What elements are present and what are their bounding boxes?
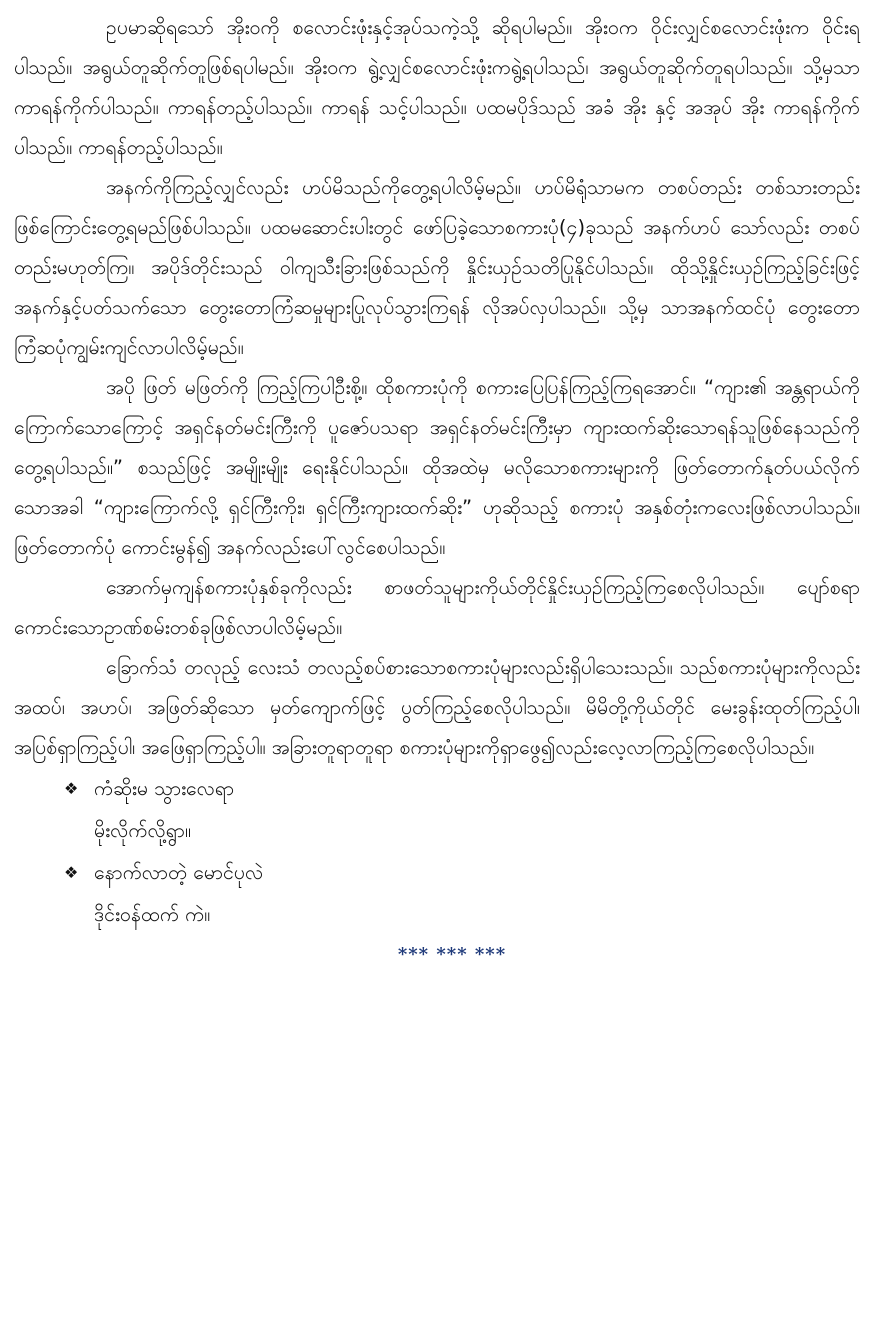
verse-2-line-2: ဒိုင်းဝန်ထက် ကဲ။ (94, 903, 211, 926)
diamond-bullet-icon: ❖ (64, 779, 79, 798)
document-page (14, 8, 860, 965)
verse-2-text-1: နောက်လာတဲ့ မောင်ပုလဲ (94, 861, 264, 884)
section-separator: *** *** *** (397, 944, 507, 965)
diamond-bullet-icon: ❖ (64, 863, 79, 882)
verse-1-line-2: မိုးလိုက်လို့ရွာ။ (94, 819, 191, 842)
paragraph-1: ဥပမာဆိုရသော် အိုးဝကို စလောင်းဖုံးနှင့်အုပ်သကဲ့သို့ ဆိုရပါမည်။ အိုးဝက ဝိုင်းလျှင်စလောင်းဖုံးက ဝိုင်းရပါသည်။ အရွယ်တူဆိုက်တူဖြစ်ရပါမည်။ အိုးဝက ရွဲ့လျှင်စလောင်းဖုံးကရွဲ့ရပါသည်၊ အရွယ်တူဆိုက်တူရပါသည်။ သို့မှသာ ကာရန်ကိုက်ပါသည်။ ကာရန်တည့်ပါသည်။ ကာရန် သင့်ပါသည်။ ပထမပိုဒ်သည် အခံ အိုး နှင့် အအုပ် အိုး ကာရန်ကိုက်ပါသည်။ ကာရန်တည့်ပါသည်။ (14, 16, 860, 159)
verse-1-text-1: ကံဆိုးမ သွားလေရာ (94, 777, 235, 800)
verse-1 (14, 768, 860, 852)
paragraph-3: အပို ဖြတ် မဖြတ်ကို ကြည့်ကြပါဦးစို့။ ထိုစကားပုံကို စကားပြေပြန်ကြည့်ကြရအောင်။ “ကျား၏ အန္တရာယ်ကို ကြောက်သောကြောင့် အရှင်နတ်မင်းကြီးကို ပူဇော်ပသရာ အရှင်နတ်မင်းကြီးမှာ ကျားထက်ဆိုးသောရန်သူဖြစ်နေသည်ကို တွေ့ရပါသည်။” စသည်ဖြင့် အမျိုးမျိုး ရေးနိုင်ပါသည်။ ထိုအထဲမှ မလိုသောစကားများကို ဖြတ်တောက်နုတ်ပယ်လိုက်သောအခါ “ကျားကြောက်လို့ ရှင်ကြီးကိုး၊ ရှင်ကြီးကျားထက်ဆိုး” ဟုဆိုသည့် စကားပုံ အနှစ်တုံးကလေးဖြစ်လာပါသည်။ ဖြတ်တောက်ပုံ ကောင်းမွန်၍ အနက်လည်းပေါ်လွင်စေပါသည်။ (14, 376, 860, 559)
verse-1-line-1 (14, 768, 860, 810)
paragraph-5: ခြောက်သံ တလုည့် လေးသံ တလည့်စပ်စားသောစကားပုံများလည်းရှိပါသေးသည်။ သည်စကားပုံများကိုလည်း အထပ်၊ အဟပ်၊ အဖြတ်ဆိုသော မှတ်ကျောက်ဖြင့် ပွတ်ကြည့်စေလိုပါသည်။ မိမိတို့ကိုယ်တိုင် မေးခွန်းထုတ်ကြည့်ပါ၊ အပြစ်ရှာကြည့်ပါ၊ အဖြေရှာကြည့်ပါ။ အခြားတူရာတူရာ စကားပုံများကိုရှာဖွေ၍လည်းလေ့လာကြည့်ကြစေလိုပါသည်။ (14, 656, 860, 759)
paragraph-4: အောက်မှကျန်စကားပုံနှစ်ခုကိုလည်း စာဖတ်သူများကိုယ်တိုင်နှိုင်းယှဉ်ကြည့်ကြစေလိုပါသည်။ ပျော်စရာကောင်းသောဥာဏ်စမ်းတစ်ခုဖြစ်လာပါလိမ့်မည်။ (14, 576, 860, 639)
paragraph-2: အနက်ကိုကြည့်လျှင်လည်း ဟပ်မိသည်ကိုတွေ့ရပါလိမ့်မည်။ ဟပ်မိရုံသာမက တစပ်တည်း တစ်သားတည်းဖြစ်ကြောင်းတွေ့ရမည်ဖြစ်ပါသည်။ ပထမဆောင်းပါးတွင် ဖော်ပြခဲ့သောစကားပုံ(၄)ခုသည် အနက်ဟပ် သော်လည်း တစပ်တည်းမဟုတ်ကြ။ အပိုဒ်တိုင်းသည် ဝါကျသီးခြားဖြစ်သည်ကို နှိုင်းယှဉ်သတိပြုနိုင်ပါသည်။ ထိုသို့နှိုင်းယှဉ်ကြည့်ခြင်းဖြင့် အနက်နှင့်ပတ်သက်သော တွေးတောကြံဆမှုများပြုလုပ်သွားကြရန် လိုအပ်လှပါသည်။ သို့မှ သာအနက်ထင်ပုံ တွေးတောကြံဆပုံကျွမ်းကျင်လာပါလိမ့်မည်။ (14, 176, 860, 359)
verse-2 (14, 852, 860, 936)
verse-2-line-1 (14, 852, 860, 894)
